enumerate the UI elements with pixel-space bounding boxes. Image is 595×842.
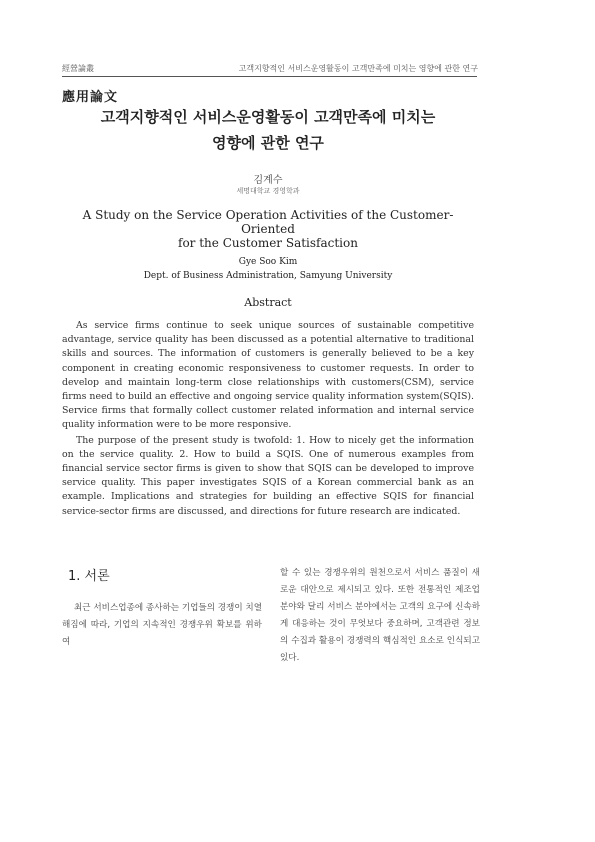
korean-author: 김계수	[253, 175, 283, 186]
abstract-heading: Abstract	[244, 296, 292, 309]
section-heading: 1. 서론	[68, 569, 110, 584]
korean-title-line-2: 영향에 관한 연구	[212, 134, 324, 152]
english-title-line-1: A Study on the Service Operation Activities of the Customer-Oriented	[82, 208, 454, 236]
english-title	[62, 208, 474, 250]
article-category: 應用論文	[62, 90, 119, 105]
korean-title-line-1: 고객지향적인 서비스운영활동이 고객만족에 미치는	[100, 108, 436, 126]
english-title-line-2: for the Customer Satisfaction	[178, 236, 358, 250]
running-header-title: 고객지향적인 서비스운영활동이 고객만족에 미치는 영향에 관한 연구	[238, 64, 478, 73]
running-header-journal: 經營論叢	[62, 64, 94, 73]
left-column	[62, 565, 262, 651]
abstract-paragraph: As service firms continue to seek unique sources of sustainable competitive advantage, service quality has been discussed as a potential alternative to traditional skills and sources. The information of customers is generally believed to be a key component in creating economic responsiveness to customer requests. In order to develop and maintain long-term close relationships with customers(CSM), service firms need to build an effective and ongoing service quality information system(SQIS). Service firms that formally collect customer related information and internal service quality information were to be more responsive.	[62, 320, 474, 431]
right-column	[280, 565, 480, 667]
left-column-text: 최근 서비스업종에 종사하는 기업들의 경쟁이 치열해짐에 따라, 기업의 지속적인 경쟁우위 확보를 위하여	[62, 603, 262, 647]
abstract-paragraph: The purpose of the present study is twofold: 1. How to nicely get the information on the service quality. 2. How to build a SQIS. One of numerous examples from financial service sector firms is given to show that SQIS can be developed to improve service quality. This paper investigates SQIS of a Korean commercial bank as an example. Implications and strategies for building an effective SQIS for financial service-sector firms are discussed, and directions for future research are indicated.	[62, 434, 474, 517]
korean-title	[62, 104, 474, 156]
right-column-text: 할 수 있는 경쟁우위의 원천으로서 서비스 품질이 새로운 대안으로 제시되고 있다. 또한 전통적인 제조업 분야와 달리 서비스 분야에서는 고객의 요구에 신속하게 대응하는 것이 무엇보다 중요하며, 고객관련 정보의 수집과 활용이 경쟁력의 핵심적인 요소로 인식되고 있다.	[280, 568, 480, 663]
abstract-body	[62, 319, 474, 520]
korean-affiliation: 세명대학교 경영학과	[236, 187, 300, 195]
english-author: Gye Soo Kim	[238, 257, 298, 267]
english-affiliation: Dept. of Business Administration, Samyung University	[143, 271, 393, 281]
header-divider	[62, 76, 477, 77]
